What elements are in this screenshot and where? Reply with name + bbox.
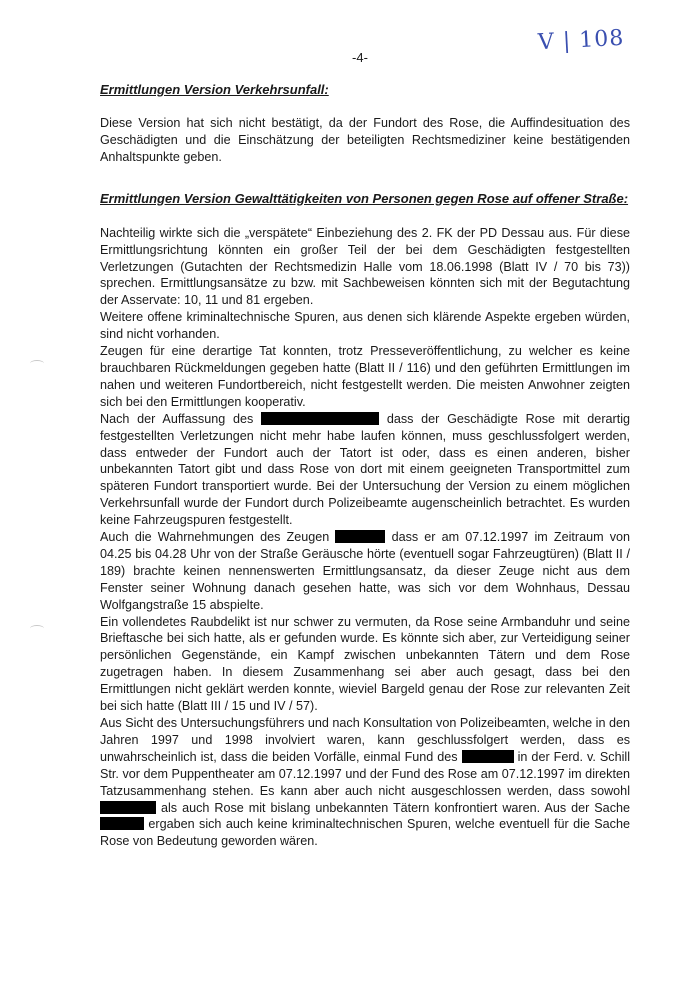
section-heading-gewalttaetigkeiten: Ermittlungen Version Gewalttätigkeiten von Personen gegen Rose auf offener Straße: <box>100 190 629 206</box>
margin-punch-mark <box>30 625 44 632</box>
redaction-box <box>261 412 379 425</box>
redaction-box <box>335 530 385 543</box>
paragraph: Weitere offene kriminaltechnische Spuren, aus denen sich klärende Aspekte ergeben würden, sind nicht vorhanden. <box>100 310 630 342</box>
handwritten-page-stamp: V | 108 <box>537 25 625 56</box>
redaction-box <box>100 801 156 814</box>
paragraph-verkehrsunfall: Diese Version hat sich nicht bestätigt, da der Fundort des Rose, die Auffindesituation des Geschädigten und die Einschätzung der beteiligten Rechtsmediziner keine bestätigenden Anhaltspunkte geben. <box>100 116 630 164</box>
text-run: Aus Sicht des Untersuchungsführers und nach Konsultation von Polizeibeamten, welche in den Jahren 1997 und 1998 involviert waren, kann geschlussfolgert werden, dass es unwahrscheinlich ist, dass die beiden Vorfälle, einmal Fund des <box>100 716 630 764</box>
text-run: in der Ferd. v. Schill Str. vor dem Puppentheater am 07.12.1997 und der Fund des Rose am 07.12.1997 im direkten Tatzusammenhang stehen. Es kann aber auch nicht ausgeschlossen werden, dass sowohl <box>100 749 631 798</box>
paragraph <box>100 715 630 850</box>
paragraph: Ein vollendetes Raubdelikt ist nur schwer zu vermuten, da Rose seine Armbanduhr und seine Brieftasche bei sich hatte, als er gefunden wurde. Es könnte sich aber, zur Verteidigung seiner persönlichen Gegenstände, ein Kampf zwischen unbekannten Tätern und dem Rose zugetragen haben. In diesem Zusammenhang sei aber auch gesagt, dass bei den Ermittlungen nicht geklärt werden konnte, wieviel Bargeld genau der Rose zur relevanten Zeit bei sich hatte (Blatt III / 15 und IV / 57). <box>100 614 630 714</box>
margin-punch-mark <box>30 360 44 367</box>
text-run: dass er am 07.12.1997 im Zeitraum von 04.25 bis 04.28 Uhr von der Straße Geräusche hörte (eventuell sogar Fahrzeugtüren) (Blatt II / 189) brachte keinen nennenswerten Ermittlungsansatz, da dieser Zeuge nicht aus dem Fenster seiner Wohnung danach gesehen hatte, was sich vor dem Wohnhaus, Dessau Wolfgangstraße 15 abspielte. <box>100 530 631 612</box>
paragraph <box>100 411 630 529</box>
paragraph: Zeugen für eine derartige Tat konnten, trotz Presseveröffentlichung, zu welcher es keine brauchbaren Rückmeldungen gegeben hatte (Blatt II / 116) und den geführten Ermittlungen im nahen und weiteren Fundortbereich, nicht festgestellt werden. Die meisten Anwohner zeigten sich bei den Ermittlungen kooperativ. <box>100 344 630 409</box>
text-run: dass der Geschädigte Rose mit derartig festgestellten Verletzungen nicht mehr habe laufen können, muss geschlussfolgert werden, dass entweder der Fundort auch der Tatort ist oder, dass es einen anderen, bisher unbekannten Tatort gibt und dass Rose von dort mit einem geeigneten Transportmittel zum späteren Fundort transportiert wurde. Bei der Untersuchung der Version zu einem möglichen Verkehrsunfall wurde der Fundort durch Polizeibeamte augenscheinlich betrachtet. Es wurden keine Fahrzeugspuren festgestellt. <box>100 411 631 528</box>
redaction-box <box>100 817 144 830</box>
text-run: ergaben sich auch keine kriminaltechnischen Spuren, welche eventuell für die Sache Rose von Bedeutung geworden wären. <box>100 817 630 849</box>
text-run: Auch die Wahrnehmungen des Zeugen <box>100 530 330 545</box>
paragraph: Nachteilig wirkte sich die „verspätete“ Einbeziehung des 2. FK der PD Dessau aus. Für diese Ermittlungsrichtung könnten ein großer Teil der bei dem Geschädigten festgestellten Verletzungen (Gutachten der Rechtsmedizin Halle vom 18.06.1998 (Blatt IV / 70 bis 73)) sprechen. Ermittlungsansätze zu bzw. mit Sachbeweisen könnten sich mit der Begutachtung der Asservate: 10, 11 und 81 ergeben. <box>100 225 630 308</box>
text-run: als auch Rose mit bislang unbekannten Tätern konfrontiert waren. Aus der Sache <box>160 800 630 815</box>
paragraph <box>100 529 630 614</box>
redaction-box <box>462 750 514 763</box>
section-heading-verkehrsunfall: Ermittlungen Version Verkehrsunfall: <box>100 82 329 97</box>
page-number: -4- <box>352 50 368 65</box>
text-run: Nach der Auffassung des <box>100 411 254 426</box>
document-body <box>100 82 630 850</box>
